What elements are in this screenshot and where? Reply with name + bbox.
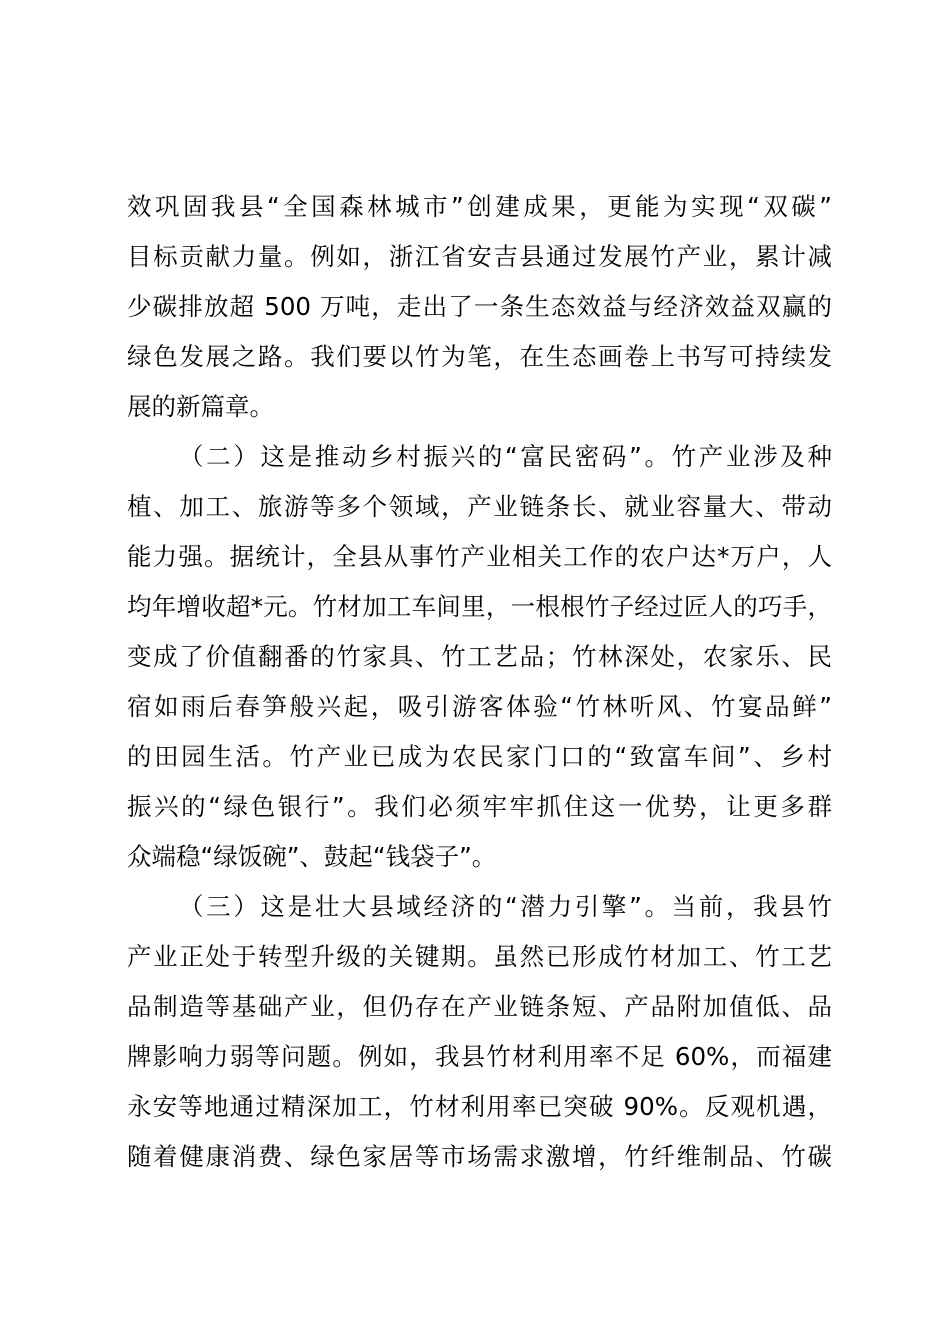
- text-line: （三）这是壮大县域经济的“潜力引擎”。当前，我县竹: [179, 892, 832, 921]
- text-line: 效巩固我县“全国森林城市”创建成果，更能为实现“双碳”: [127, 192, 832, 221]
- text-line: 牌影响力弱等问题。例如，我县竹材利用率不足 60%，而福建: [127, 1042, 832, 1071]
- text-line: 品制造等基础产业，但仍存在产业链条短、产品附加值低、品: [127, 992, 832, 1021]
- text-line: 振兴的“绿色银行”。我们必须牢牢抓住这一优势，让更多群: [127, 792, 832, 821]
- text-line: 永安等地通过精深加工，竹材利用率已突破 90%。反观机遇，: [127, 1092, 832, 1121]
- document-body: [127, 182, 832, 1182]
- text-line: 能力强。据统计，全县从事竹产业相关工作的农户达*万户，人: [127, 542, 832, 571]
- paragraph-2: [127, 432, 832, 882]
- text-line: 宿如雨后春笋般兴起，吸引游客体验“竹林听风、竹宴品鲜”: [127, 692, 832, 721]
- text-line: 随着健康消费、绿色家居等市场需求激增，竹纤维制品、竹碳: [127, 1142, 832, 1171]
- text-line: 变成了价值翻番的竹家具、竹工艺品；竹林深处，农家乐、民: [127, 642, 832, 671]
- text-line: 众端稳“绿饭碗”、鼓起“钱袋子”。: [127, 842, 497, 871]
- text-line: 少碳排放超 500 万吨，走出了一条生态效益与经济效益双赢的: [127, 292, 832, 321]
- text-line: 的田园生活。竹产业已成为农民家门口的“致富车间”、乡村: [127, 742, 832, 771]
- text-line: （二）这是推动乡村振兴的“富民密码”。竹产业涉及种: [179, 442, 832, 471]
- text-line: 展的新篇章。: [127, 392, 274, 421]
- paragraph-1: [127, 182, 832, 432]
- text-line: 目标贡献力量。例如，浙江省安吉县通过发展竹产业，累计减: [127, 242, 832, 271]
- text-line: 均年增收超*元。竹材加工车间里，一根根竹子经过匠人的巧手，: [127, 592, 832, 621]
- paragraph-3: [127, 882, 832, 1182]
- text-line: 植、加工、旅游等多个领域，产业链条长、就业容量大、带动: [127, 492, 832, 521]
- text-line: 产业正处于转型升级的关键期。虽然已形成竹材加工、竹工艺: [127, 942, 832, 971]
- text-line: 绿色发展之路。我们要以竹为笔，在生态画卷上书写可持续发: [127, 342, 832, 371]
